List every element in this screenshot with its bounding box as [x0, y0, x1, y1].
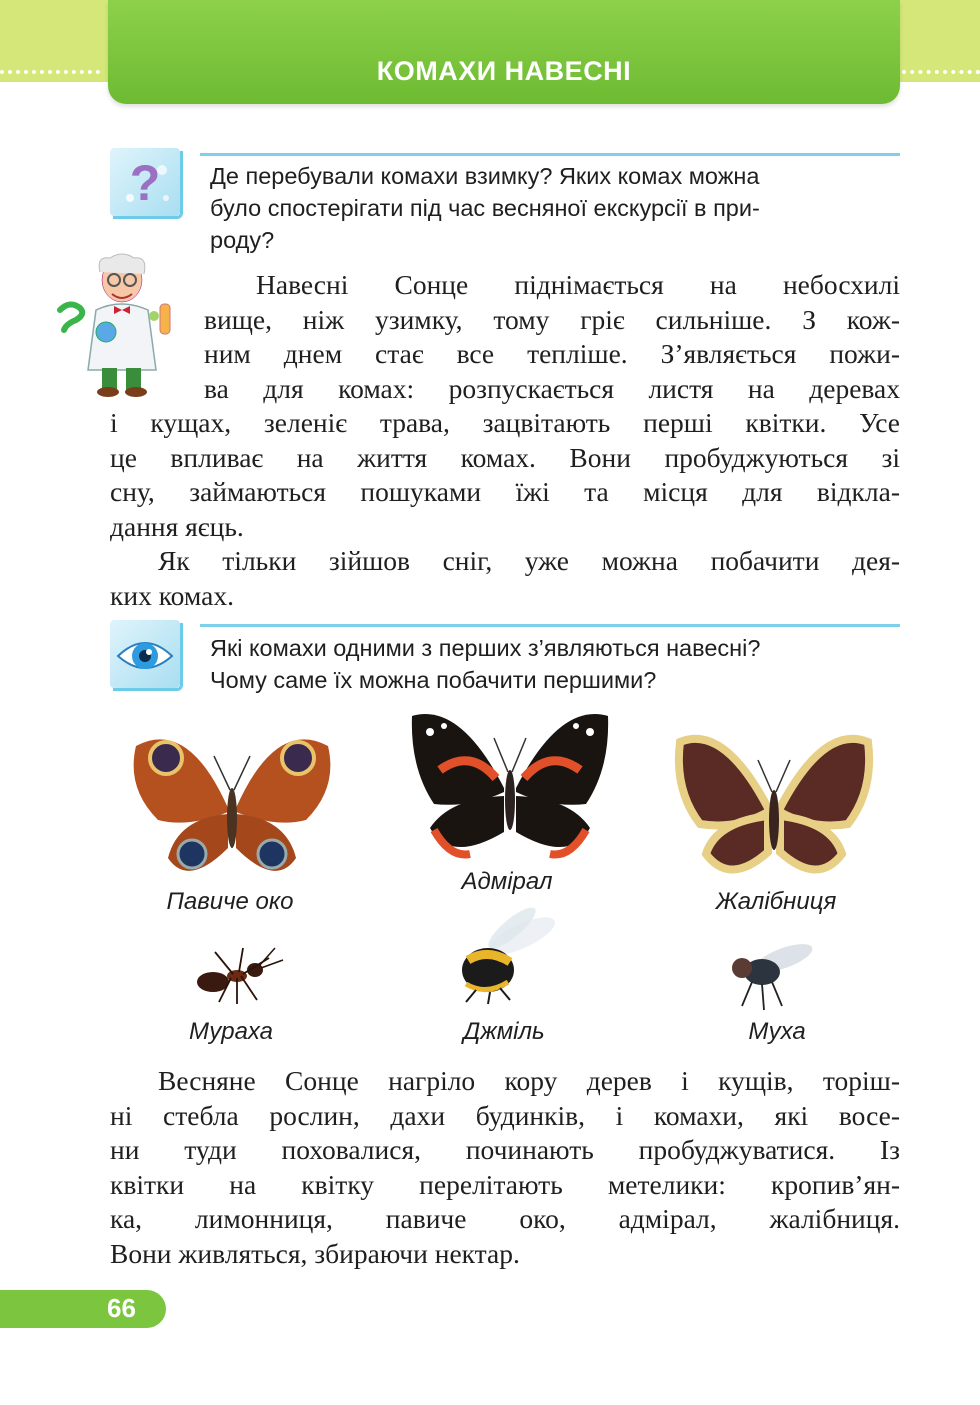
title-banner [108, 0, 900, 104]
fly-image [728, 936, 824, 1012]
admiral-butterfly-image [410, 708, 610, 868]
header-dots-left [0, 70, 100, 74]
header-dots-right [902, 70, 980, 74]
caption-mourning-cloak: Жалібниця [715, 888, 837, 915]
page-title: КОМАХИ НАВЕСНІ [376, 56, 632, 86]
question-divider [200, 153, 900, 156]
paragraph-1: Навесні Сонце піднімається на небосхилі вище, ніж узимку, тому гріє сильніше. З кож- ним днем стає все тепліше. З’являється пожи- ва для комах: розпускається листя на деревах і кущах, зеленіє трава, зацвітають перші квітки. Усе це впливає на життя комах. Вони пробуджуються зі сну, займаються пошуками їжі та місця для відкла- дання яєць. Як тільки зійшов сніг, уже можна побачити дея- ких комах. [110, 269, 900, 611]
observe-divider [200, 624, 900, 627]
caption-fly: Муха [748, 1018, 806, 1045]
caption-bumblebee: Джміль [463, 1018, 545, 1045]
question-text: Де перебували комахи взимку? Яких комах можна було спостерігати під час весняної екскурсії в при- роду? [210, 163, 760, 253]
mourning-cloak-butterfly-image [676, 730, 872, 886]
observe-text: Які комахи одними з перших з’являються навесні? Чому саме їх можна побачити першими? [210, 635, 761, 693]
caption-admiral: Адмірал [461, 868, 553, 895]
question-mark-icon [110, 148, 180, 216]
svg-text:?: ? [129, 155, 161, 211]
eye-icon [110, 620, 180, 688]
question-icon-box [110, 148, 180, 216]
page-number-bar [0, 1290, 166, 1328]
eye-icon-box [110, 620, 180, 688]
ant-image [185, 942, 285, 1006]
caption-peacock: Павиче око [166, 888, 294, 915]
page-number: 66 [107, 1293, 136, 1323]
paragraph-2: Весняне Сонце нагріло кору дерев і кущів, торіш- ні стебла рослин, дахи будинків, і комахи, які восе- ни туди поховалися, починають пробуджуватися. Із квітки на квітку перелітають метелики: кропив’ян- ка, лимонниця, павиче око, адмірал, жалібниця. Вони живляться, збираючи нектар. [110, 1065, 900, 1269]
caption-ant: Мураха [188, 1018, 274, 1045]
bumblebee-image [452, 908, 562, 1004]
peacock-butterfly-image [128, 728, 338, 888]
